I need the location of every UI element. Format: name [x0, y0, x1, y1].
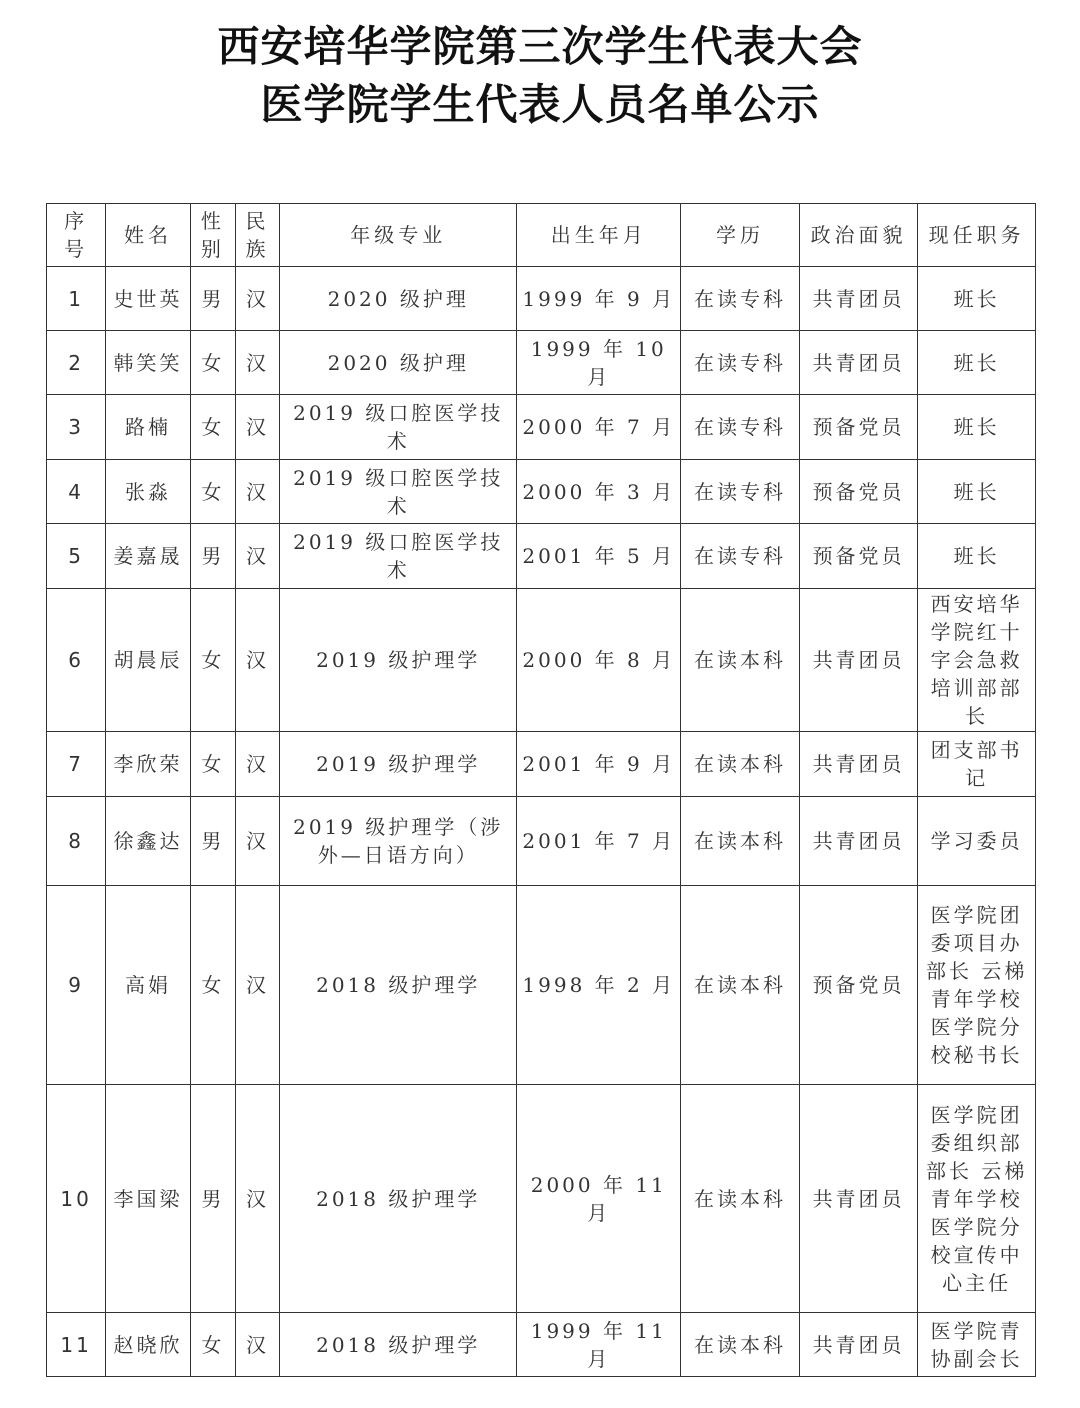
cell-no: 9: [47, 886, 106, 1085]
cell-birth: 1999 年 11 月: [517, 1313, 681, 1377]
cell-political: 共青团员: [799, 1313, 918, 1377]
title-line-1: 西安培华学院第三次学生代表大会: [217, 22, 863, 71]
cell-position: 班长: [918, 460, 1036, 524]
cell-birth: 2000 年 8 月: [517, 589, 681, 732]
cell-education: 在读专科: [681, 524, 800, 589]
cell-ethnicity: 汉: [235, 1313, 279, 1377]
cell-position: 班长: [918, 267, 1036, 331]
cell-no: 5: [47, 524, 106, 589]
table-row: [47, 886, 1036, 1085]
cell-name: 韩笑笑: [106, 331, 190, 395]
cell-education: 在读本科: [681, 886, 800, 1085]
cell-political: 共青团员: [799, 1085, 918, 1313]
cell-no: 2: [47, 331, 106, 395]
cell-education: 在读专科: [681, 267, 800, 331]
cell-no: 1: [47, 267, 106, 331]
cell-no: 8: [47, 797, 106, 886]
cell-ethnicity: 汉: [235, 732, 279, 797]
header-education: 学历: [681, 204, 800, 267]
table-row: [47, 331, 1036, 395]
table-row: [47, 797, 1036, 886]
cell-no: 7: [47, 732, 106, 797]
cell-no: 11: [47, 1313, 106, 1377]
cell-education: 在读本科: [681, 797, 800, 886]
cell-ethnicity: 汉: [235, 331, 279, 395]
cell-major: 2018 级护理学: [280, 886, 517, 1085]
document-title: [0, 18, 1080, 134]
cell-no: 3: [47, 395, 106, 460]
cell-major: 2020 级护理: [280, 267, 517, 331]
cell-sex: 女: [190, 732, 235, 797]
header-sex: 性别: [190, 204, 235, 267]
cell-birth: 2000 年 11 月: [517, 1085, 681, 1313]
cell-ethnicity: 汉: [235, 589, 279, 732]
cell-position: 班长: [918, 331, 1036, 395]
cell-ethnicity: 汉: [235, 886, 279, 1085]
cell-name: 赵晓欣: [106, 1313, 190, 1377]
cell-major: 2018 级护理学: [280, 1085, 517, 1313]
cell-sex: 女: [190, 395, 235, 460]
cell-name: 李欣荣: [106, 732, 190, 797]
cell-birth: 2000 年 7 月: [517, 395, 681, 460]
cell-sex: 女: [190, 589, 235, 732]
table-row: [47, 267, 1036, 331]
cell-education: 在读专科: [681, 331, 800, 395]
cell-ethnicity: 汉: [235, 460, 279, 524]
table-row: [47, 732, 1036, 797]
table-row: [47, 1313, 1036, 1377]
cell-position: 团支部书记: [918, 732, 1036, 797]
table-header-row: [47, 204, 1036, 267]
cell-ethnicity: 汉: [235, 524, 279, 589]
cell-birth: 2001 年 9 月: [517, 732, 681, 797]
cell-name: 张淼: [106, 460, 190, 524]
header-name: 姓名: [106, 204, 190, 267]
cell-birth: 2001 年 7 月: [517, 797, 681, 886]
cell-major: 2019 级护理学: [280, 732, 517, 797]
cell-position: 医学院团委组织部部长 云梯青年学校医学院分校宣传中心主任: [918, 1085, 1036, 1313]
cell-political: 预备党员: [799, 395, 918, 460]
header-political: 政治面貌: [799, 204, 918, 267]
cell-sex: 男: [190, 797, 235, 886]
header-ethnicity: 民族: [235, 204, 279, 267]
cell-education: 在读本科: [681, 732, 800, 797]
cell-birth: 1999 年 9 月: [517, 267, 681, 331]
cell-birth: 2000 年 3 月: [517, 460, 681, 524]
cell-birth: 2001 年 5 月: [517, 524, 681, 589]
cell-political: 共青团员: [799, 589, 918, 732]
cell-name: 胡晨辰: [106, 589, 190, 732]
cell-name: 姜嘉晟: [106, 524, 190, 589]
cell-major: 2019 级护理学: [280, 589, 517, 732]
cell-education: 在读专科: [681, 395, 800, 460]
cell-name: 路楠: [106, 395, 190, 460]
cell-education: 在读本科: [681, 1313, 800, 1377]
cell-position: 医学院团委项目办部长 云梯青年学校医学院分校秘书长: [918, 886, 1036, 1085]
table-row: [47, 460, 1036, 524]
cell-sex: 女: [190, 1313, 235, 1377]
cell-major: 2019 级口腔医学技术: [280, 395, 517, 460]
cell-no: 10: [47, 1085, 106, 1313]
header-birth: 出生年月: [517, 204, 681, 267]
cell-major: 2020 级护理: [280, 331, 517, 395]
cell-ethnicity: 汉: [235, 267, 279, 331]
cell-major: 2019 级口腔医学技术: [280, 524, 517, 589]
table-row: [47, 395, 1036, 460]
cell-sex: 男: [190, 524, 235, 589]
cell-education: 在读专科: [681, 460, 800, 524]
representatives-table: [46, 203, 1036, 1377]
cell-sex: 男: [190, 1085, 235, 1313]
table-row: [47, 1085, 1036, 1313]
title-line-2: 医学院学生代表人员名单公示: [260, 80, 820, 129]
cell-political: 共青团员: [799, 732, 918, 797]
cell-political: 预备党员: [799, 886, 918, 1085]
cell-education: 在读本科: [681, 1085, 800, 1313]
cell-birth: 1999 年 10 月: [517, 331, 681, 395]
cell-education: 在读本科: [681, 589, 800, 732]
cell-sex: 男: [190, 267, 235, 331]
table-row: [47, 589, 1036, 732]
header-no: 序号: [47, 204, 106, 267]
cell-political: 共青团员: [799, 797, 918, 886]
cell-ethnicity: 汉: [235, 797, 279, 886]
cell-birth: 1998 年 2 月: [517, 886, 681, 1085]
cell-position: 学习委员: [918, 797, 1036, 886]
cell-sex: 女: [190, 331, 235, 395]
header-major: 年级专业: [280, 204, 517, 267]
cell-position: 班长: [918, 395, 1036, 460]
cell-major: 2019 级护理学（涉外—日语方向）: [280, 797, 517, 886]
cell-position: 西安培华学院红十字会急救培训部部长: [918, 589, 1036, 732]
cell-major: 2018 级护理学: [280, 1313, 517, 1377]
cell-ethnicity: 汉: [235, 395, 279, 460]
cell-position: 班长: [918, 524, 1036, 589]
cell-sex: 女: [190, 460, 235, 524]
cell-political: 共青团员: [799, 331, 918, 395]
cell-political: 共青团员: [799, 267, 918, 331]
cell-major: 2019 级口腔医学技术: [280, 460, 517, 524]
cell-position: 医学院青协副会长: [918, 1313, 1036, 1377]
cell-political: 预备党员: [799, 524, 918, 589]
table-row: [47, 524, 1036, 589]
cell-sex: 女: [190, 886, 235, 1085]
header-position: 现任职务: [918, 204, 1036, 267]
cell-name: 李国梁: [106, 1085, 190, 1313]
cell-no: 6: [47, 589, 106, 732]
cell-no: 4: [47, 460, 106, 524]
cell-name: 高娟: [106, 886, 190, 1085]
cell-political: 预备党员: [799, 460, 918, 524]
cell-name: 史世英: [106, 267, 190, 331]
cell-name: 徐鑫达: [106, 797, 190, 886]
cell-ethnicity: 汉: [235, 1085, 279, 1313]
